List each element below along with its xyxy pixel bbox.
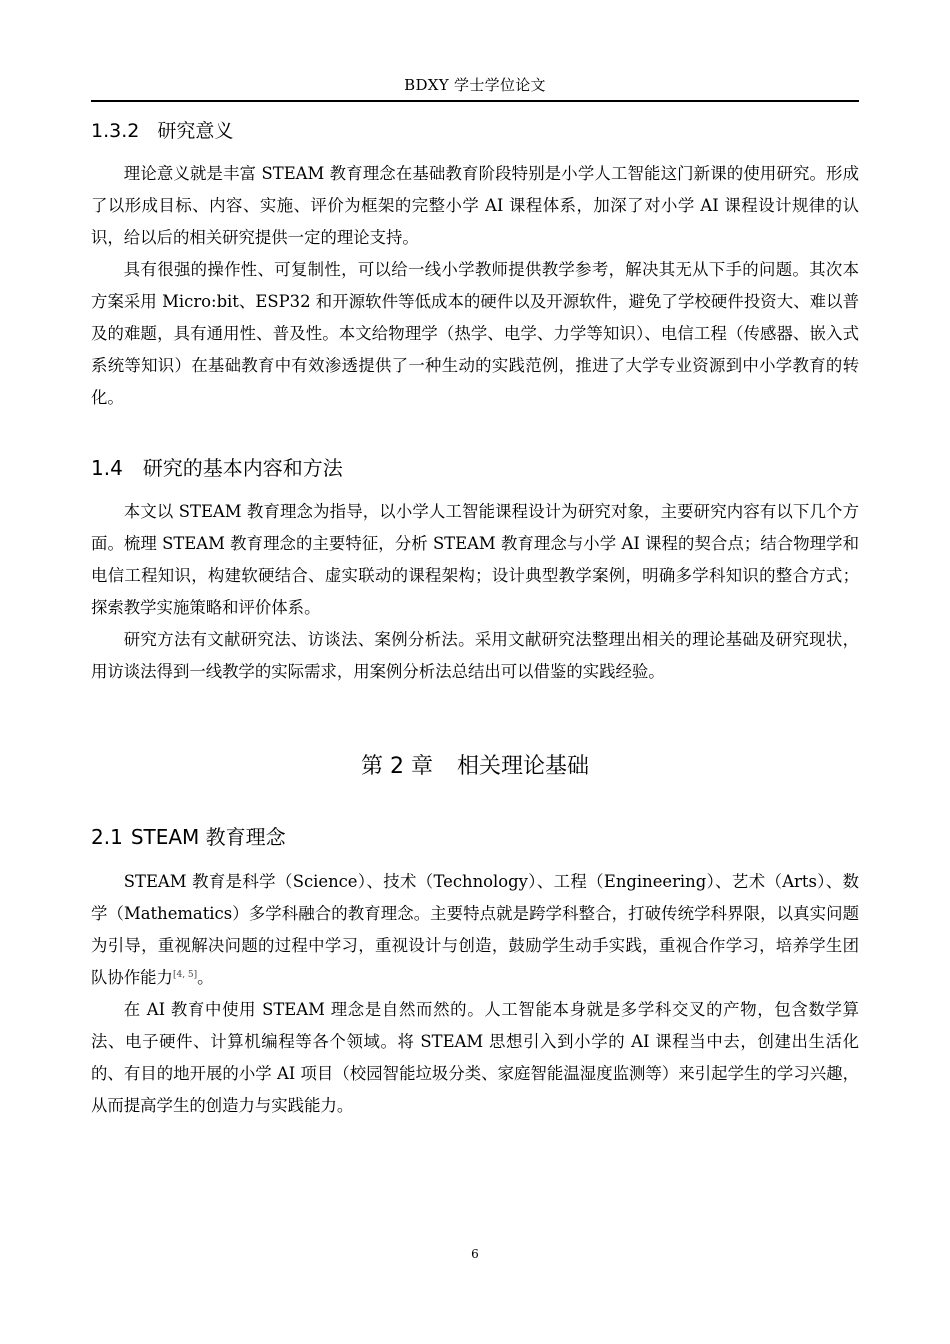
paragraph-text: STEAM 教育是科学（Science）、技术（Technology）、工程（Engineering）、艺术（Arts）、数学（Mathematics）多学科融合的教育理念。主要特点就是跨学科整合，打破传统学科界限，以真实问题为引导，重视解决问题的过程中学习，重视设计与创造，鼓励学生动手实践，重视合作学习，培养学生团队协作能力 bbox=[91, 872, 859, 987]
paragraph-practical-significance: 具有很强的操作性、可复制性，可以给一线小学教师提供教学参考，解决其无从下手的问题。其次本方案采用 Micro:bit、ESP32 和开源软件等低成本的硬件以及开源软件，避免了学校硬件投资大、难以普及的难题，具有通用性、普及性。本文给物理学（热学、电学、力学等知识）、电信工程（传感器、嵌入式系统等知识）在基础教育中有效渗透提供了一种生动的实践范例，推进了大学专业资源到中小学教育的转化。 bbox=[91, 260, 859, 407]
section-title: STEAM 教育理念 bbox=[130, 825, 286, 849]
section-title: 研究的基本内容和方法 bbox=[142, 456, 343, 480]
paragraph-end-punctuation: 。 bbox=[197, 968, 214, 987]
section-number: 1.3.2 bbox=[91, 120, 140, 142]
chapter-title: 相关理论基础 bbox=[456, 754, 589, 779]
running-header: BDXY 学士学位论文 bbox=[404, 76, 546, 94]
citation-reference: [4, 5] bbox=[172, 970, 198, 980]
chapter-heading-2 bbox=[91, 752, 859, 782]
paragraph-research-content: 本文以 STEAM 教育理念为指导，以小学人工智能课程设计为研究对象，主要研究内容有以下几个方面。梳理 STEAM 教育理念的主要特征，分析 STEAM 教育理念与小学 AI 课程的契合点；结合物理学和电信工程知识，构建软硬结合、虚实联动的课程架构；设计典型教学案例，明确多学科知识的整合方式；探索教学实施策略和评价体系。 bbox=[91, 502, 859, 617]
paragraph-steam-definition bbox=[91, 866, 859, 994]
page-number: 6 bbox=[471, 1247, 479, 1261]
paragraph-research-methods: 研究方法有文献研究法、访谈法、案例分析法。采用文献研究法整理出相关的理论基础及研究现状，用访谈法得到一线教学的实际需求，用案例分析法总结出可以借鉴的实践经验。 bbox=[91, 630, 859, 681]
chapter-number: 第 2 章 bbox=[361, 754, 433, 779]
section-number: 1.4 bbox=[91, 456, 123, 480]
paragraph-steam-in-ai: 在 AI 教育中使用 STEAM 理念是自然而然的。人工智能本身就是多学科交叉的产物，包含数学算法、电子硬件、计算机编程等各个领域。将 STEAM 思想引入到小学的 AI 课程当中去，创建出生活化的、有目的地开展的小学 AI 项目（校园智能垃圾分类、家庭智能温湿度监测等）来引起学生的学习兴趣，从而提高学生的创造力与实践能力。 bbox=[91, 1000, 859, 1115]
header-rule bbox=[91, 100, 859, 102]
section-title: 研究意义 bbox=[157, 120, 234, 142]
paragraph-theoretical-significance: 理论意义就是丰富 STEAM 教育理念在基础教育阶段特别是小学人工智能这门新课的使用研究。形成了以形成目标、内容、实施、评价为框架的完整小学 AI 课程体系，加深了对小学 AI 课程设计规律的认识，给以后的相关研究提供一定的理论支持。 bbox=[91, 164, 859, 247]
section-number: 2.1 bbox=[91, 825, 123, 849]
section-heading-2-1 bbox=[91, 823, 286, 851]
section-heading-1-3-2 bbox=[91, 118, 233, 144]
section-heading-1-4 bbox=[91, 454, 343, 482]
